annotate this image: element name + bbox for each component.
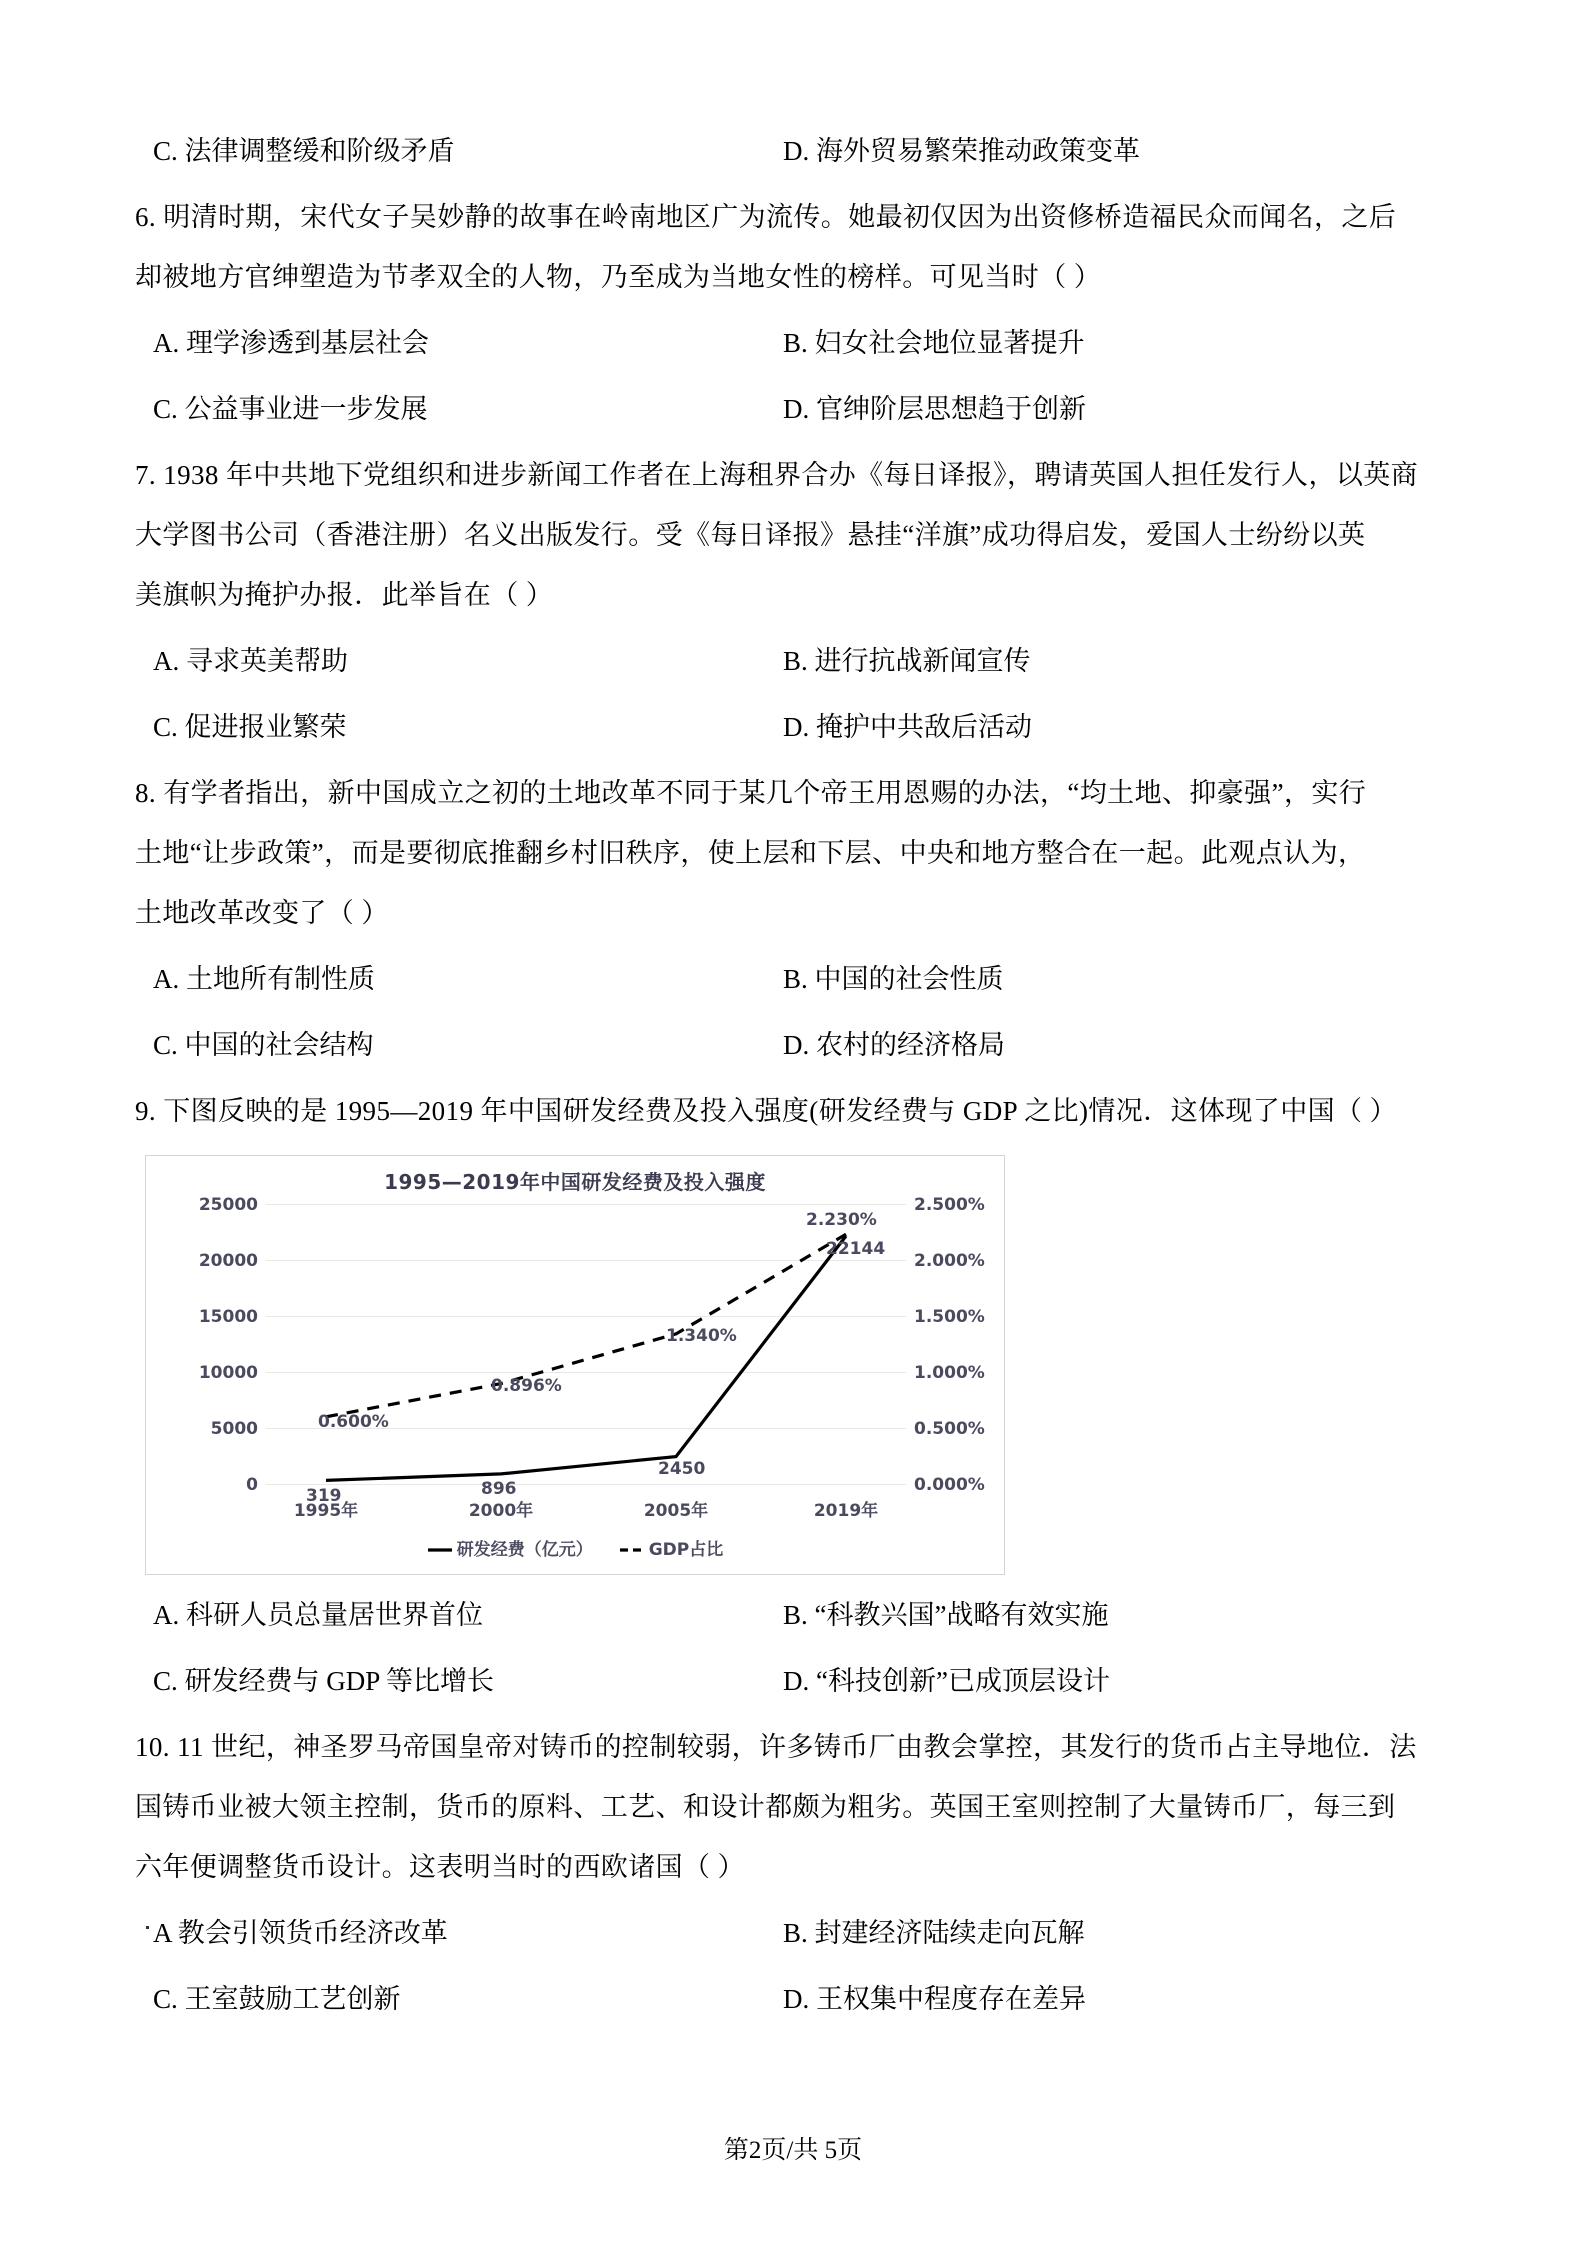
legend-item-rd-expenditure [427, 1540, 599, 1560]
question-8-line-2: 土地“让步政策”，而是要彻底推翻乡村旧秩序，使上层和下层、中央和地方整合在一起。此观点认为， [135, 838, 1366, 868]
legend-dashed-line-icon [619, 1545, 645, 1555]
option-row [135, 1903, 1455, 1963]
y-axis-right-tick: 2.500% [914, 1195, 985, 1215]
option-row [135, 949, 1455, 1009]
question-6-line-2: 却被地方官绅塑造为节孝双全的人物，乃至成为当地女性的榜样。可见当时（ ） [135, 262, 1102, 292]
x-axis-tick-2000: 2000年 [468, 1501, 534, 1521]
question-9-option-c[interactable]: C. 研发经费与 GDP 等比增长 [153, 1666, 495, 1696]
question-8-option-b[interactable]: B. 中国的社会性质 [783, 964, 1004, 994]
question-10-line-3: 六年便调整货币设计。这表明当时的西欧诸国（ ） [135, 1852, 745, 1882]
y-axis-left-tick: 20000 [198, 1251, 258, 1271]
question-7-line-2: 大学图书公司（香港注册）名义出版发行。受《每日译报》悬挂“洋旗”成功得启发，爱国人士纷纷以英 [135, 520, 1366, 550]
question-10-option-d[interactable]: D. 王权集中程度存在差异 [783, 1984, 1086, 2014]
x-axis-tick-1995: 1995年 [293, 1501, 359, 1521]
question-10-option-c[interactable]: C. 王室鼓励工艺创新 [153, 1984, 401, 2014]
question-10-stem [135, 1717, 1455, 1897]
question-9-option-d[interactable]: D. “科技创新”已成顶层设计 [783, 1666, 1110, 1696]
exam-content [135, 115, 1455, 2035]
option-row [135, 379, 1455, 439]
question-6-option-b[interactable]: B. 妇女社会地位显著提升 [783, 328, 1085, 358]
data-label-rd-2005: 2450 [658, 1459, 706, 1479]
gridline [266, 1484, 906, 1485]
y-axis-left-tick: 25000 [198, 1195, 258, 1215]
y-axis-right-tick: 1.000% [914, 1363, 985, 1383]
question-6-stem [135, 187, 1455, 307]
question-7-option-a[interactable]: A. 寻求英美帮助 [153, 646, 348, 676]
option-row [135, 1015, 1455, 1075]
question-8-stem [135, 763, 1455, 943]
option-row [135, 1651, 1455, 1711]
question-10-line-1: 10. 11 世纪，神圣罗马帝国皇帝对铸币的控制较弱，许多铸币厂由教会掌控，其发行的货币占主导地位．法 [135, 1732, 1417, 1762]
series-rd-expenditure-line [326, 1236, 846, 1480]
y-axis-right-tick: 0.500% [914, 1419, 985, 1439]
question-6-option-d[interactable]: D. 官绅阶层思想趋于创新 [783, 394, 1086, 424]
question-9-option-b[interactable]: B. “科教兴国”战略有效实施 [783, 1600, 1109, 1630]
question-8-line-1: 8. 有学者指出，新中国成立之初的土地改革不同于某几个帝王用恩赐的办法，“均土地、抑豪强”，实行 [135, 778, 1367, 808]
option-row [135, 313, 1455, 373]
x-axis-tick-2019: 2019年 [813, 1501, 879, 1521]
data-label-rd-2019: 22144 [826, 1239, 886, 1259]
question-7-option-d[interactable]: D. 掩护中共敌后活动 [783, 712, 1032, 742]
option-row [135, 121, 1455, 181]
option-row [135, 631, 1455, 691]
option-row [135, 1585, 1455, 1645]
question-6-option-a[interactable]: A. 理学渗透到基层社会 [153, 328, 429, 358]
question-6-option-c[interactable]: C. 公益事业进一步发展 [153, 394, 428, 424]
question-7-stem [135, 445, 1455, 625]
legend-label-gdp-share: GDP占比 [648, 1540, 724, 1560]
question-8-option-d[interactable]: D. 农村的经济格局 [783, 1030, 1005, 1060]
question-10-line-2: 国铸币业被大领主控制，货币的原料、工艺、和设计都颇为粗劣。英国王室则控制了大量铸币厂，每三到 [135, 1792, 1396, 1822]
data-label-gdp-2019: 2.230% [806, 1210, 877, 1230]
y-axis-right-tick: 1.500% [914, 1307, 985, 1327]
chart-container [145, 1155, 1005, 1575]
question-6-line-1: 6. 明清时期，宋代女子吴妙静的故事在岭南地区广为流传。她最初仅因为出资修桥造福民众而闻名，之后 [135, 202, 1397, 232]
legend-item-gdp-share [619, 1540, 724, 1560]
page-footer: 第2页/共 5页 [723, 2137, 863, 2164]
y-axis-right-tick: 0.000% [914, 1475, 985, 1495]
option-d[interactable]: D. 海外贸易繁荣推动政策变革 [783, 136, 1140, 166]
question-7-line-1: 7. 1938 年中共地下党组织和进步新闻工作者在上海租界合办《每日译报》，聘请英国人担任发行人，以英商 [135, 460, 1419, 490]
y-axis-right-tick: 2.000% [914, 1251, 985, 1271]
question-9-stem [135, 1081, 1455, 1141]
data-label-rd-2000: 896 [481, 1479, 517, 1499]
question-8-option-c[interactable]: C. 中国的社会结构 [153, 1030, 374, 1060]
option-c[interactable]: C. 法律调整缓和阶级矛盾 [153, 136, 455, 166]
y-axis-left-tick: 10000 [198, 1363, 258, 1383]
chart-title: 1995—2019年中国研发经费及投入强度 [384, 1170, 766, 1194]
data-label-gdp-2000: 0.896% [491, 1376, 562, 1396]
question-8-option-a[interactable]: A. 土地所有制性质 [153, 964, 375, 994]
question-9-option-a[interactable]: A. 科研人员总量居世界首位 [153, 1600, 483, 1630]
question-9-line-1: 9. 下图反映的是 1995—2019 年中国研发经费及投入强度(研发经费与 GDP 之比)情况．这体现了中国（ ） [135, 1096, 1397, 1126]
option-row [135, 1969, 1455, 2029]
question-10-option-a[interactable]: A 教会引领货币经济改革 [153, 1918, 448, 1948]
data-label-rd-1995: 319 [306, 1486, 342, 1506]
question-7-option-b[interactable]: B. 进行抗战新闻宣传 [783, 646, 1031, 676]
series-gdp-share-line [326, 1234, 846, 1417]
question-7-line-3: 美旗帜为掩护办报．此举旨在（ ） [135, 580, 554, 610]
question-7-option-c[interactable]: C. 促进报业繁荣 [153, 712, 347, 742]
x-axis-tick-2005: 2005年 [643, 1501, 709, 1521]
question-8-line-3: 土地改革改变了（ ） [135, 898, 389, 928]
stray-ink-mark [146, 1926, 149, 1929]
legend-solid-line-icon [427, 1545, 453, 1555]
question-10-option-b[interactable]: B. 封建经济陆续走向瓦解 [783, 1918, 1085, 1948]
data-label-gdp-1995: 0.600% [318, 1412, 389, 1432]
chart-series-svg [266, 1204, 906, 1484]
y-axis-left-tick: 5000 [210, 1419, 258, 1439]
chart-legend [146, 1535, 1004, 1560]
legend-label-rd-expenditure: 研发经费（亿元） [456, 1540, 593, 1560]
option-row [135, 697, 1455, 757]
figure-rd-expenditure [145, 1155, 1455, 1575]
y-axis-left-tick: 15000 [198, 1307, 258, 1327]
data-label-gdp-2005: 1.340% [666, 1326, 737, 1346]
y-axis-left-tick: 0 [246, 1475, 258, 1495]
chart-plot-area [198, 1195, 985, 1521]
